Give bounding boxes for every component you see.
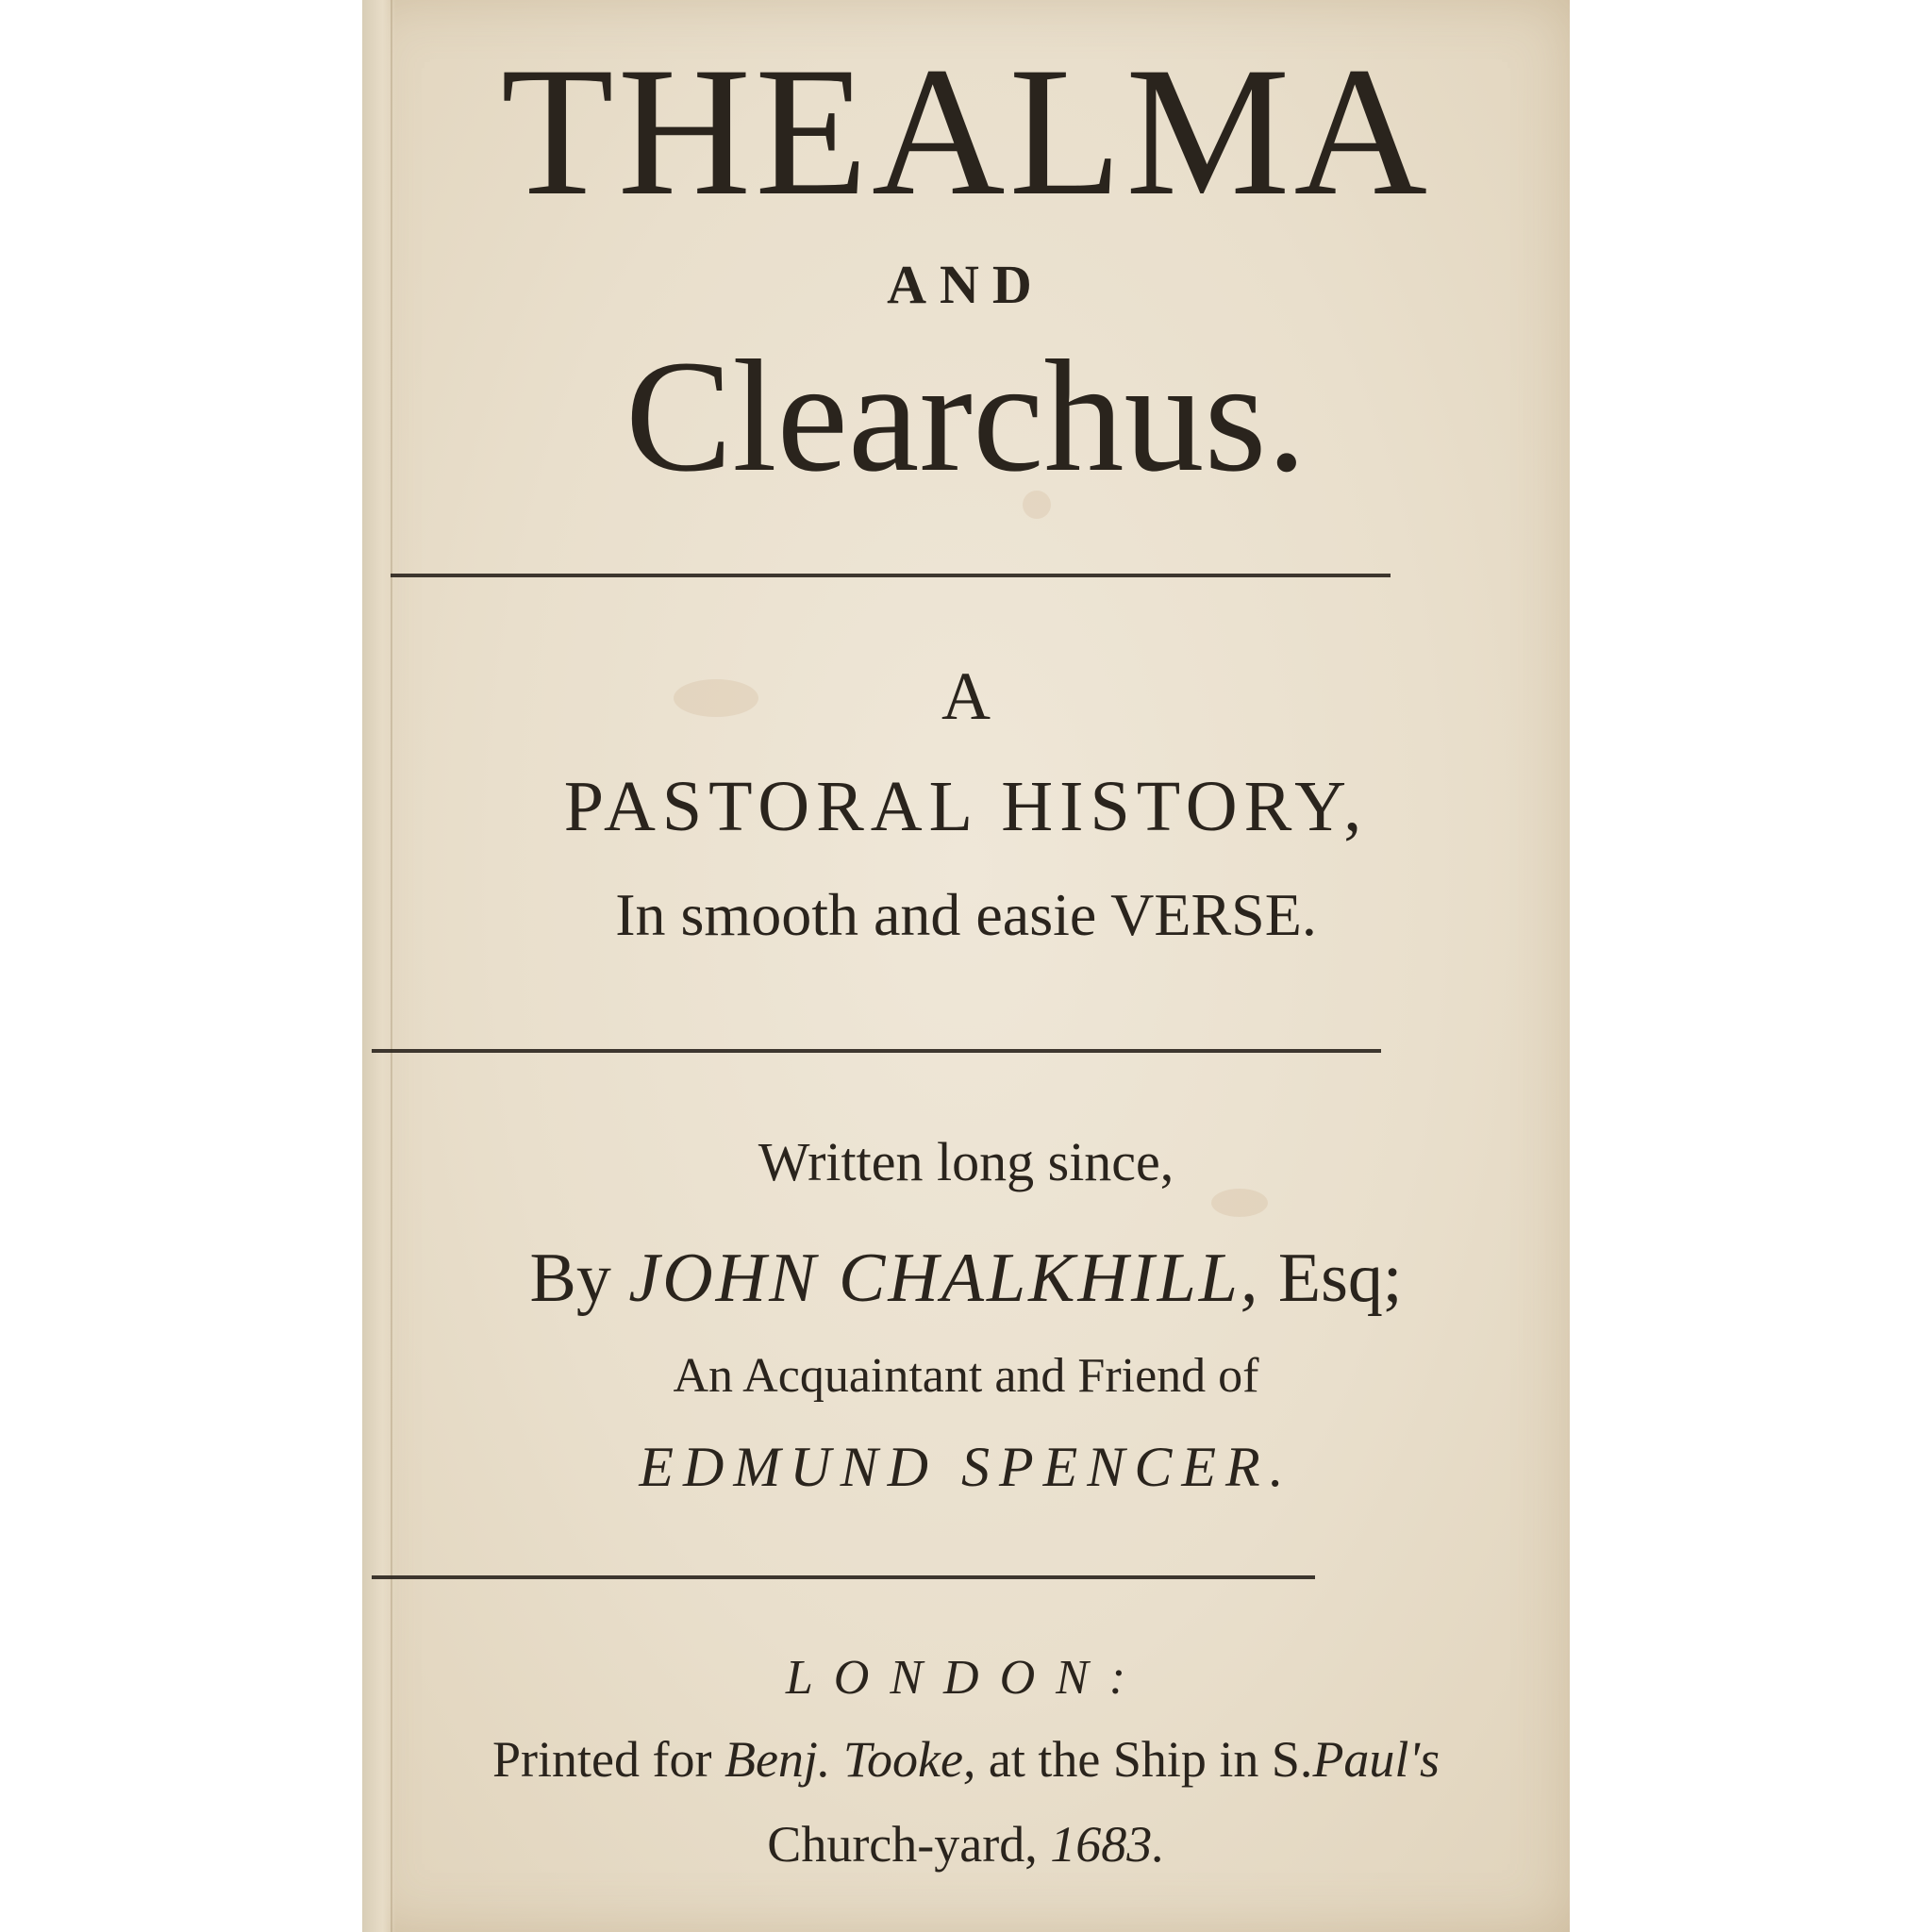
imprint-year: 1683. <box>1050 1816 1165 1873</box>
genre-heading: PASTORAL HISTORY, <box>563 767 1369 846</box>
genre-article: A <box>941 658 991 734</box>
book-subtitle: Clearchus. <box>625 327 1307 505</box>
genre-description: In smooth and easie VERSE. <box>615 881 1317 948</box>
imprint-location: at the Ship in S. <box>988 1731 1313 1788</box>
imprint-city: LONDON: <box>785 1651 1147 1705</box>
rule-divider <box>391 574 1391 577</box>
author-line <box>362 1241 1570 1316</box>
imprint-printed-for: Printed for <box>492 1731 712 1788</box>
acquaintance-line: An Acquaintant and Friend of <box>673 1349 1259 1403</box>
rule-divider <box>372 1575 1315 1579</box>
written-line: Written long since, <box>758 1131 1174 1192</box>
title-page <box>362 0 1570 1932</box>
friend-name: EDMUND SPENCER. <box>639 1436 1293 1498</box>
author-by: By <box>529 1240 611 1317</box>
title-conjunction: AND <box>887 254 1045 315</box>
imprint-pauls: Paul's <box>1312 1731 1440 1788</box>
imprint-publisher: Benj. Tooke, <box>724 1731 976 1788</box>
author-name: JOHN CHALKHILL, <box>628 1240 1261 1317</box>
foxing-spot <box>1211 1189 1268 1217</box>
imprint-line <box>362 1731 1570 1788</box>
rule-divider <box>372 1049 1381 1053</box>
imprint-churchyard: Church-yard, <box>767 1816 1038 1873</box>
book-title: THEALMA <box>500 29 1432 234</box>
author-title: Esq; <box>1277 1240 1403 1317</box>
imprint-line-2 <box>362 1816 1570 1873</box>
